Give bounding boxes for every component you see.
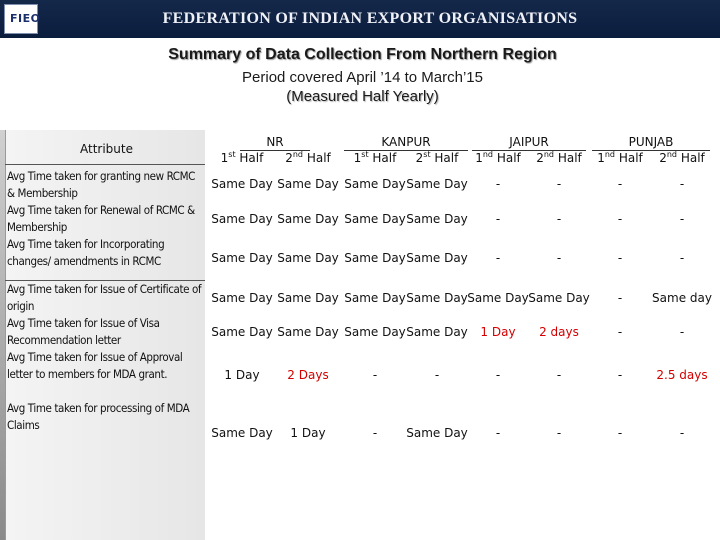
measurement-note: (Measured Half Yearly)	[286, 88, 439, 105]
group-header-nr: NR	[266, 135, 284, 149]
table-cell: Same Day	[406, 177, 468, 191]
table-cell: -	[556, 212, 562, 226]
table-cell: 1 Day	[480, 325, 516, 339]
table-cell: -	[679, 325, 685, 339]
row-attribute-label: Avg Time taken for Issue of Certificate of origin	[7, 282, 202, 313]
group-header-punjab: PUNJAB	[628, 135, 674, 149]
table-cell: Same Day	[211, 212, 273, 226]
row-attribute-label: Avg Time taken for processing of MDA Claims	[7, 401, 190, 432]
row-attribute-label: Avg Time taken for granting new RCMC & Membership	[7, 169, 195, 200]
table-cell: 1 Day	[224, 368, 260, 382]
table-cell: 1 Day	[290, 426, 326, 440]
table-cell: Same Day	[211, 251, 273, 265]
table-cell: -	[372, 368, 378, 382]
table-cell: Same Day	[406, 212, 468, 226]
table-cell: -	[556, 368, 562, 382]
table-cell: -	[617, 177, 623, 191]
half-header: 2nd Half	[536, 150, 582, 165]
table-cell: -	[372, 426, 378, 440]
group-header-kanpur: KANPUR	[381, 135, 431, 149]
table-cell: -	[556, 251, 562, 265]
table-cell: Same Day	[277, 291, 339, 305]
table-cell: -	[617, 291, 623, 305]
table-cell: -	[617, 368, 623, 382]
table-cell: Same Day	[277, 177, 339, 191]
table-cell: -	[679, 251, 685, 265]
logo-text: FIEO	[10, 12, 41, 25]
table-cell: Same Day	[344, 212, 406, 226]
table-cell: 2 days	[539, 325, 579, 339]
table-cell: Same Day	[211, 426, 273, 440]
table-cell: -	[495, 212, 501, 226]
half-header: 1st Half	[220, 150, 264, 165]
half-header: 1nd Half	[597, 150, 643, 165]
table-cell: -	[495, 368, 501, 382]
period-covered: Period covered April ’14 to March’15	[242, 69, 483, 86]
header-divider	[5, 164, 205, 165]
table-cell: 2.5 days	[656, 368, 708, 382]
table-cell: Same Day	[277, 212, 339, 226]
table-cell: -	[556, 426, 562, 440]
table-cell: -	[679, 212, 685, 226]
table-cell: -	[617, 426, 623, 440]
half-header: 2nd Half	[285, 150, 331, 165]
table-cell: Same Day	[406, 325, 468, 339]
table-cell: -	[679, 426, 685, 440]
table-cell: Same Day	[211, 325, 273, 339]
half-header: 2st Half	[415, 150, 459, 165]
half-header: 1nd Half	[475, 150, 521, 165]
table-cell: Same Day	[344, 291, 406, 305]
summary-title: Summary of Data Collection From Northern Region	[168, 46, 557, 63]
half-header: 2nd Half	[659, 150, 705, 165]
table-cell: Same Day	[467, 291, 529, 305]
table-cell: Same Day	[211, 291, 273, 305]
table-cell: Same day	[652, 291, 712, 305]
table-cell: -	[495, 177, 501, 191]
group-header-jaipur: JAIPUR	[509, 135, 549, 149]
table-cell: Same Day	[344, 325, 406, 339]
table-cell: Same Day	[344, 177, 406, 191]
table-cell: Same Day	[211, 177, 273, 191]
table-cell: Same Day	[277, 251, 339, 265]
row-attribute-label: Avg Time taken for Incorporating changes/ amendments in RCMC	[7, 237, 165, 268]
table-cell: -	[495, 426, 501, 440]
table-cell: Same Day	[406, 291, 468, 305]
table-cell: Same Day	[406, 426, 468, 440]
table-cell: -	[679, 177, 685, 191]
table-cell: -	[617, 325, 623, 339]
table-cell: 2 Days	[287, 368, 329, 382]
row-attribute-label: Avg Time taken for Renewal of RCMC & Membership	[7, 203, 195, 234]
organisation-title: FEDERATION OF INDIAN EXPORT ORGANISATIONS	[162, 10, 578, 27]
table-cell: -	[617, 212, 623, 226]
table-cell: Same Day	[406, 251, 468, 265]
row-attribute-label: Avg Time taken for Issue of Visa Recommendation letter	[7, 316, 160, 347]
row-attribute-label: Avg Time taken for Issue of Approval letter to members for MDA grant.	[7, 350, 183, 381]
title-banner	[0, 0, 720, 38]
attribute-header: Attribute	[80, 142, 133, 156]
table-cell: Same Day	[344, 251, 406, 265]
half-header: 1st Half	[353, 150, 397, 165]
table-cell: -	[434, 368, 440, 382]
table-cell: -	[495, 251, 501, 265]
table-cell: -	[617, 251, 623, 265]
table-cell: -	[556, 177, 562, 191]
table-cell: Same Day	[528, 291, 590, 305]
table-cell: Same Day	[277, 325, 339, 339]
